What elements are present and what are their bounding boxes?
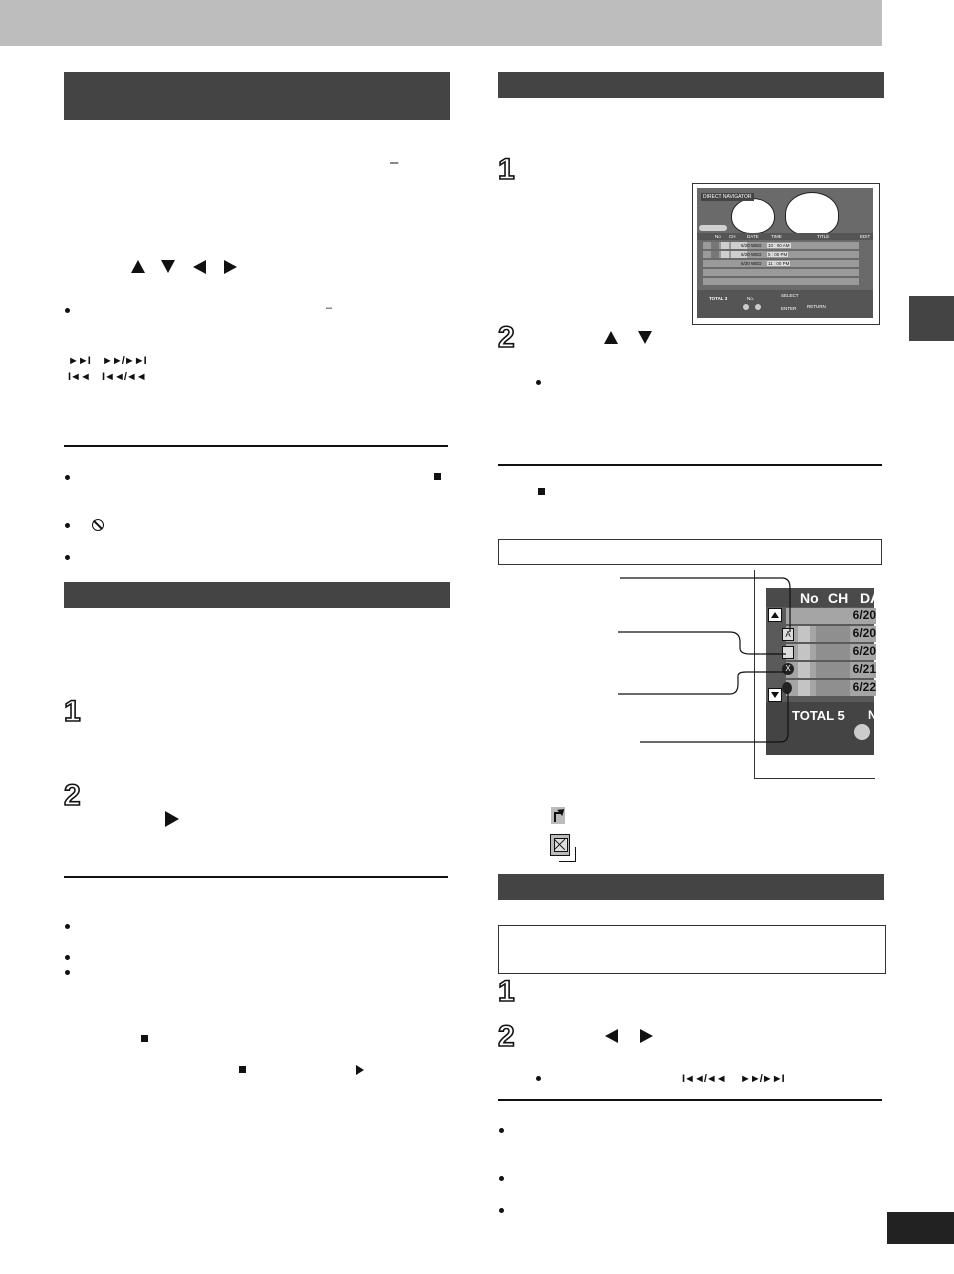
col-edit: EDIT [860,234,871,239]
bullet [65,555,70,560]
section-heading-bar-1 [64,72,450,120]
row-date: 6/20 [852,608,876,622]
minus-sign: – [326,302,333,314]
navigator-return: RETURN [807,304,826,309]
row-time: 10 : 00 AM [768,243,790,248]
col-ch: CH [729,234,736,239]
row-date: 6/20 [852,644,876,658]
col-no: No [715,234,721,239]
number-button[interactable] [743,304,749,310]
number-button[interactable] [854,724,870,740]
bullet [65,955,70,960]
section-heading-bar-4 [498,874,884,900]
bullet [499,1128,504,1133]
illustration-face-right [785,192,839,236]
navigator-enter: ENTER [781,306,797,311]
col-no: No [800,590,819,606]
partial-play-icon [551,807,565,824]
bullet [536,1076,541,1081]
step-number-1: 1 [498,975,515,1008]
navigator-row[interactable] [703,251,859,258]
step-number-2: 2 [64,779,81,812]
navigator-row[interactable] [703,269,859,276]
skip-forward-label: ►►/►►I [102,355,146,367]
bullet [65,475,70,480]
divider [498,464,882,466]
down-arrow-icon [638,331,652,344]
bullet [499,1176,504,1181]
row-date: 6/21 [852,662,876,676]
divider [64,445,448,447]
note-box [498,925,886,974]
left-arrow-icon [193,260,206,274]
section-heading-bar-2 [64,582,450,608]
lock-icon: A [782,628,794,641]
step-number-1: 1 [64,695,81,728]
navigator-total: TOTAL 3 [709,296,728,301]
navigator-no-label: No. [747,296,755,301]
bullet [65,523,70,528]
skip-forward-label: ►►/►►I [740,1073,784,1085]
left-arrow-icon [605,1029,618,1043]
play-icon [165,811,179,827]
navigator-row[interactable] [703,260,859,267]
skip-back-label: I◄◄/◄◄ [102,371,146,383]
direct-navigator-screen [692,183,880,325]
navigator-row[interactable] [703,242,859,249]
row-date: 6/20 WED [741,261,762,266]
col-title: TITLE [817,234,830,239]
right-arrow-icon [224,260,237,274]
down-arrow-icon [161,260,175,273]
bullet [65,308,70,313]
bullet [65,924,70,929]
step-number-2: 2 [498,1020,515,1053]
stop-icon [239,1066,246,1073]
up-arrow-icon [604,331,618,344]
right-arrow-icon [640,1029,653,1043]
row-date: 6/22 [852,680,876,694]
stop-icon [538,488,545,495]
up-arrow-icon [131,260,145,273]
navigator-select: SELECT [781,293,799,298]
illustration-face-left [731,198,775,234]
section-heading-bar-3 [498,72,884,98]
chapter-tab [909,296,954,341]
col-time: TIME [771,234,782,239]
row-time: 5 : 00 PM [768,252,788,257]
step-number-1: 1 [498,153,515,186]
row-date: 6/20 [852,626,876,640]
bullet [536,380,541,385]
navigator-row[interactable] [703,278,859,285]
bullet [499,1208,504,1213]
skip-forward-icon: ►►I [68,355,90,367]
bullet [65,970,70,975]
navigator-title: DIRECT NAVIGATOR [703,194,752,200]
row-date: 6/20 WED [741,252,762,257]
note-box [498,539,882,565]
cannot-play-icon: X [782,663,794,675]
page-number-tab [887,1212,954,1244]
enlarged-no: N [868,708,877,722]
navigator-footer [697,290,873,318]
navigator-header [697,233,873,240]
navigator-pill [699,225,727,231]
callout-lines [600,570,800,760]
row-date: 6/20 WED [741,243,762,248]
col-date: DATE [747,234,759,239]
number-button[interactable] [755,304,761,310]
play-icon [356,1065,364,1075]
row-time: 11 : 00 PM [768,261,790,266]
stop-icon [434,473,441,480]
divider [498,1099,882,1101]
step-number-2: 2 [498,321,515,354]
page-header-band [0,0,882,46]
skip-back-label: I◄◄/◄◄ [682,1073,726,1085]
divider [64,876,448,878]
col-date: DA [860,590,881,606]
stop-icon [141,1035,148,1042]
minus-sign: – [390,154,399,171]
enlarged-total: TOTAL 5 [792,708,845,723]
prohibited-icon [92,519,104,531]
dubbed-icon [550,834,570,856]
skip-back-icon: I◄◄ [68,371,90,383]
col-ch: CH [828,590,849,606]
